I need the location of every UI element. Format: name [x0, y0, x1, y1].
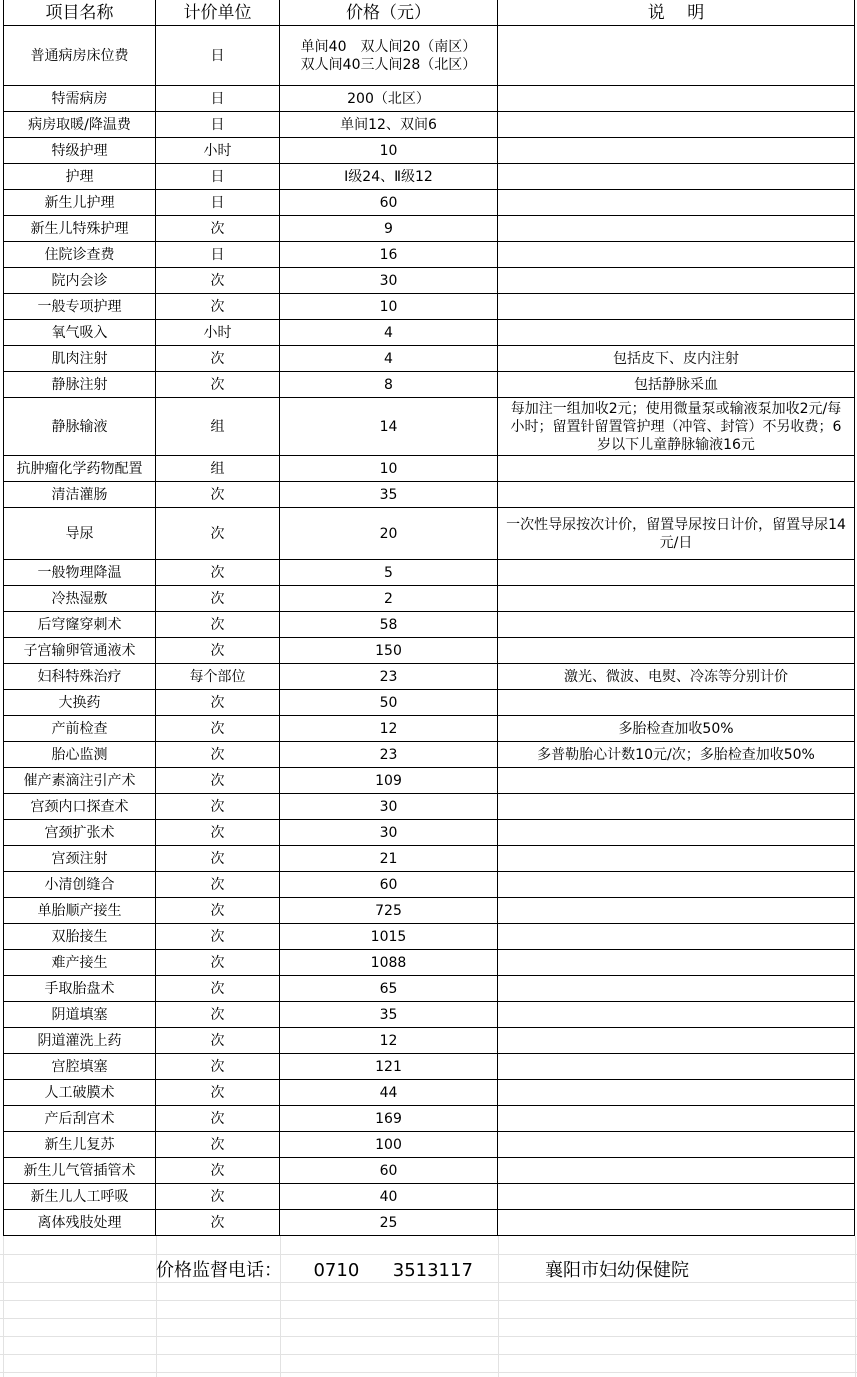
item-name-cell: 离体残肢处理	[3, 1210, 156, 1236]
table-row	[3, 268, 855, 294]
table-row	[3, 294, 855, 320]
item-name-cell: 子宫输卵管通液术	[3, 638, 156, 664]
table-row	[3, 976, 855, 1002]
unit-cell: 日	[156, 86, 280, 112]
note-cell	[498, 482, 855, 508]
note-cell: 包括静脉采血	[498, 372, 855, 398]
note-cell	[498, 1028, 855, 1054]
table-row	[3, 164, 855, 190]
price-cell: 23	[280, 664, 498, 690]
note-cell: 激光、微波、电熨、冷冻等分别计价	[498, 664, 855, 690]
table-row	[3, 612, 855, 638]
note-cell	[498, 560, 855, 586]
price-cell: 1015	[280, 924, 498, 950]
table-row	[3, 1210, 855, 1236]
unit-cell: 次	[156, 742, 280, 768]
price-cell: 21	[280, 846, 498, 872]
table-row	[3, 1054, 855, 1080]
table-row	[3, 26, 855, 86]
price-cell: 50	[280, 690, 498, 716]
unit-cell: 次	[156, 638, 280, 664]
unit-cell: 日	[156, 190, 280, 216]
unit-cell: 日	[156, 112, 280, 138]
item-name-cell: 特需病房	[3, 86, 156, 112]
note-cell	[498, 216, 855, 242]
table-row	[3, 372, 855, 398]
item-name-cell: 宫颈注射	[3, 846, 156, 872]
table-row	[3, 742, 855, 768]
item-name-cell: 胎心监测	[3, 742, 156, 768]
price-cell: 12	[280, 1028, 498, 1054]
table-row	[3, 638, 855, 664]
price-cell: 60	[280, 1158, 498, 1184]
note-cell	[498, 86, 855, 112]
price-cell: 10	[280, 294, 498, 320]
item-name-cell: 新生儿护理	[3, 190, 156, 216]
unit-cell: 次	[156, 560, 280, 586]
price-line-2: 双人间40三人间28（北区）	[300, 56, 477, 73]
note-cell	[498, 164, 855, 190]
note-cell: 多胎检查加收50%	[498, 716, 855, 742]
unit-cell: 次	[156, 690, 280, 716]
unit-cell: 组	[156, 398, 280, 456]
table-row	[3, 242, 855, 268]
price-cell	[280, 26, 498, 86]
note-cell	[498, 1132, 855, 1158]
table-row	[3, 1002, 855, 1028]
item-name-cell: 住院诊查费	[3, 242, 156, 268]
price-cell: 2	[280, 586, 498, 612]
table-row	[3, 1106, 855, 1132]
note-cell	[498, 1106, 855, 1132]
item-name-cell: 氧气吸入	[3, 320, 156, 346]
price-table	[3, 0, 855, 1236]
unit-cell: 次	[156, 1210, 280, 1236]
table-row	[3, 86, 855, 112]
table-row	[3, 794, 855, 820]
table-row	[3, 664, 855, 690]
header-name: 项目名称	[3, 0, 156, 26]
header-unit: 计价单位	[156, 0, 280, 26]
note-cell: 每加注一组加收2元；使用微量泵或输液泵加收2元/每小时；留置针留置管护理（冲管、封管）不另收费；6岁以下儿童静脉输液16元	[498, 398, 855, 456]
price-cell: 40	[280, 1184, 498, 1210]
price-cell: 169	[280, 1106, 498, 1132]
unit-cell: 次	[156, 976, 280, 1002]
item-name-cell: 新生儿复苏	[3, 1132, 156, 1158]
item-name-cell: 特级护理	[3, 138, 156, 164]
note-cell	[498, 112, 855, 138]
unit-cell: 次	[156, 216, 280, 242]
table-row	[3, 1184, 855, 1210]
price-cell: 200（北区）	[280, 86, 498, 112]
unit-cell: 次	[156, 1002, 280, 1028]
table-row	[3, 482, 855, 508]
item-name-cell: 一般专项护理	[3, 294, 156, 320]
unit-cell: 每个部位	[156, 664, 280, 690]
unit-cell: 次	[156, 1054, 280, 1080]
item-name-cell: 抗肿瘤化学药物配置	[3, 456, 156, 482]
unit-cell: 日	[156, 26, 280, 86]
price-cell: 35	[280, 482, 498, 508]
note-cell	[498, 924, 855, 950]
note-cell	[498, 846, 855, 872]
unit-cell: 次	[156, 1106, 280, 1132]
price-cell: 35	[280, 1002, 498, 1028]
item-name-cell: 一般物理降温	[3, 560, 156, 586]
item-name-cell: 双胎接生	[3, 924, 156, 950]
unit-cell: 次	[156, 794, 280, 820]
price-cell: 30	[280, 820, 498, 846]
unit-cell: 次	[156, 716, 280, 742]
item-name-cell: 后穹窿穿刺术	[3, 612, 156, 638]
unit-cell: 次	[156, 346, 280, 372]
note-cell: 一次性导尿按次计价，留置导尿按日计价，留置导尿14元/日	[498, 508, 855, 560]
note-cell	[498, 190, 855, 216]
unit-cell: 组	[156, 456, 280, 482]
unit-cell: 次	[156, 612, 280, 638]
hospital-name: 襄阳市妇幼保健院	[545, 1260, 689, 1281]
note-cell	[498, 1002, 855, 1028]
table-row	[3, 768, 855, 794]
price-cell: 30	[280, 794, 498, 820]
note-cell	[498, 268, 855, 294]
unit-cell: 次	[156, 482, 280, 508]
item-name-cell: 阴道填塞	[3, 1002, 156, 1028]
unit-cell: 次	[156, 950, 280, 976]
unit-cell: 小时	[156, 138, 280, 164]
table-row	[3, 560, 855, 586]
item-name-cell: 大换药	[3, 690, 156, 716]
note-cell	[498, 638, 855, 664]
price-cell: 30	[280, 268, 498, 294]
price-cell: Ⅰ级24、Ⅱ级12	[280, 164, 498, 190]
unit-cell: 次	[156, 268, 280, 294]
table-row	[3, 320, 855, 346]
unit-cell: 次	[156, 294, 280, 320]
item-name-cell: 妇科特殊治疗	[3, 664, 156, 690]
price-cell: 100	[280, 1132, 498, 1158]
note-cell	[498, 1158, 855, 1184]
item-name-cell: 人工破膜术	[3, 1080, 156, 1106]
item-name-cell: 静脉注射	[3, 372, 156, 398]
item-name-cell: 护理	[3, 164, 156, 190]
phone-number: 3513117	[392, 1260, 473, 1281]
item-name-cell: 产后刮宫术	[3, 1106, 156, 1132]
price-cell: 4	[280, 320, 498, 346]
unit-cell: 日	[156, 164, 280, 190]
price-cell: 10	[280, 138, 498, 164]
table-body	[3, 26, 855, 1236]
note-cell	[498, 1184, 855, 1210]
table-row	[3, 190, 855, 216]
header-price: 价格（元）	[280, 0, 498, 26]
price-cell: 60	[280, 190, 498, 216]
item-name-cell: 小清创缝合	[3, 872, 156, 898]
price-cell: 4	[280, 346, 498, 372]
unit-cell: 次	[156, 872, 280, 898]
price-cell: 109	[280, 768, 498, 794]
unit-cell: 次	[156, 1132, 280, 1158]
table-row	[3, 398, 855, 456]
note-cell	[498, 768, 855, 794]
note-cell	[498, 586, 855, 612]
area-code: 0710	[313, 1260, 360, 1281]
unit-cell: 次	[156, 1080, 280, 1106]
item-name-cell: 宫颈扩张术	[3, 820, 156, 846]
table-row	[3, 950, 855, 976]
note-cell	[498, 794, 855, 820]
note-cell	[498, 1080, 855, 1106]
note-cell	[498, 872, 855, 898]
item-name-cell: 新生儿特殊护理	[3, 216, 156, 242]
table-row	[3, 716, 855, 742]
table-row	[3, 1132, 855, 1158]
table-row	[3, 508, 855, 560]
unit-cell: 次	[156, 1184, 280, 1210]
note-cell	[498, 820, 855, 846]
unit-cell: 次	[156, 898, 280, 924]
item-name-cell: 催产素滴注引产术	[3, 768, 156, 794]
unit-cell: 次	[156, 586, 280, 612]
price-cell: 121	[280, 1054, 498, 1080]
item-name-cell: 宫腔填塞	[3, 1054, 156, 1080]
note-cell	[498, 294, 855, 320]
table-row	[3, 586, 855, 612]
table-row	[3, 898, 855, 924]
table-row	[3, 216, 855, 242]
note-cell: 多普勒胎心计数10元/次；多胎检查加收50%	[498, 742, 855, 768]
price-cell: 65	[280, 976, 498, 1002]
note-cell	[498, 456, 855, 482]
note-cell	[498, 138, 855, 164]
item-name-cell: 阴道灌洗上药	[3, 1028, 156, 1054]
table-row	[3, 846, 855, 872]
item-name-cell: 手取胎盘术	[3, 976, 156, 1002]
table-row	[3, 1158, 855, 1184]
price-cell: 9	[280, 216, 498, 242]
item-name-cell: 产前检查	[3, 716, 156, 742]
note-cell	[498, 1054, 855, 1080]
note-cell	[498, 242, 855, 268]
table-row	[3, 924, 855, 950]
price-cell: 725	[280, 898, 498, 924]
price-cell: 8	[280, 372, 498, 398]
table-row	[3, 690, 855, 716]
price-cell: 150	[280, 638, 498, 664]
unit-cell: 次	[156, 508, 280, 560]
price-cell: 20	[280, 508, 498, 560]
table-row	[3, 1080, 855, 1106]
note-cell	[498, 976, 855, 1002]
table-row	[3, 112, 855, 138]
unit-cell: 次	[156, 768, 280, 794]
price-cell: 44	[280, 1080, 498, 1106]
price-cell: 25	[280, 1210, 498, 1236]
table-row	[3, 138, 855, 164]
price-line-1: 单间40 双人间20（南区）	[300, 38, 477, 55]
item-name-cell: 导尿	[3, 508, 156, 560]
note-cell	[498, 612, 855, 638]
price-cell: 10	[280, 456, 498, 482]
item-name-cell: 宫颈内口探查术	[3, 794, 156, 820]
note-cell	[498, 1210, 855, 1236]
unit-cell: 次	[156, 1028, 280, 1054]
price-cell: 12	[280, 716, 498, 742]
table-row	[3, 456, 855, 482]
table-row	[3, 872, 855, 898]
unit-cell: 次	[156, 846, 280, 872]
price-cell: 1088	[280, 950, 498, 976]
item-name-cell: 病房取暖/降温费	[3, 112, 156, 138]
table-row	[3, 820, 855, 846]
item-name-cell: 难产接生	[3, 950, 156, 976]
table-header	[3, 0, 855, 26]
item-name-cell: 新生儿气管插管术	[3, 1158, 156, 1184]
contact-label: 价格监督电话：	[156, 1260, 282, 1281]
unit-cell: 次	[156, 820, 280, 846]
price-cell: 60	[280, 872, 498, 898]
note-cell: 包括皮下、皮内注射	[498, 346, 855, 372]
price-supervision-contact	[156, 1256, 473, 1282]
item-name-cell: 普通病房床位费	[3, 26, 156, 86]
price-cell: 5	[280, 560, 498, 586]
note-cell	[498, 26, 855, 86]
unit-cell: 次	[156, 372, 280, 398]
price-cell: 23	[280, 742, 498, 768]
note-cell	[498, 690, 855, 716]
item-name-cell: 单胎顺产接生	[3, 898, 156, 924]
unit-cell: 小时	[156, 320, 280, 346]
unit-cell: 日	[156, 242, 280, 268]
price-cell: 单间12、双间6	[280, 112, 498, 138]
note-cell	[498, 320, 855, 346]
unit-cell: 次	[156, 1158, 280, 1184]
price-cell: 14	[280, 398, 498, 456]
item-name-cell: 静脉输液	[3, 398, 156, 456]
table-row	[3, 1028, 855, 1054]
item-name-cell: 肌肉注射	[3, 346, 156, 372]
unit-cell: 次	[156, 924, 280, 950]
item-name-cell: 院内会诊	[3, 268, 156, 294]
item-name-cell: 清洁灌肠	[3, 482, 156, 508]
price-cell: 16	[280, 242, 498, 268]
note-cell	[498, 950, 855, 976]
table-row	[3, 346, 855, 372]
item-name-cell: 新生儿人工呼吸	[3, 1184, 156, 1210]
price-cell: 58	[280, 612, 498, 638]
note-cell	[498, 898, 855, 924]
item-name-cell: 冷热湿敷	[3, 586, 156, 612]
header-note: 说 明	[498, 0, 855, 26]
